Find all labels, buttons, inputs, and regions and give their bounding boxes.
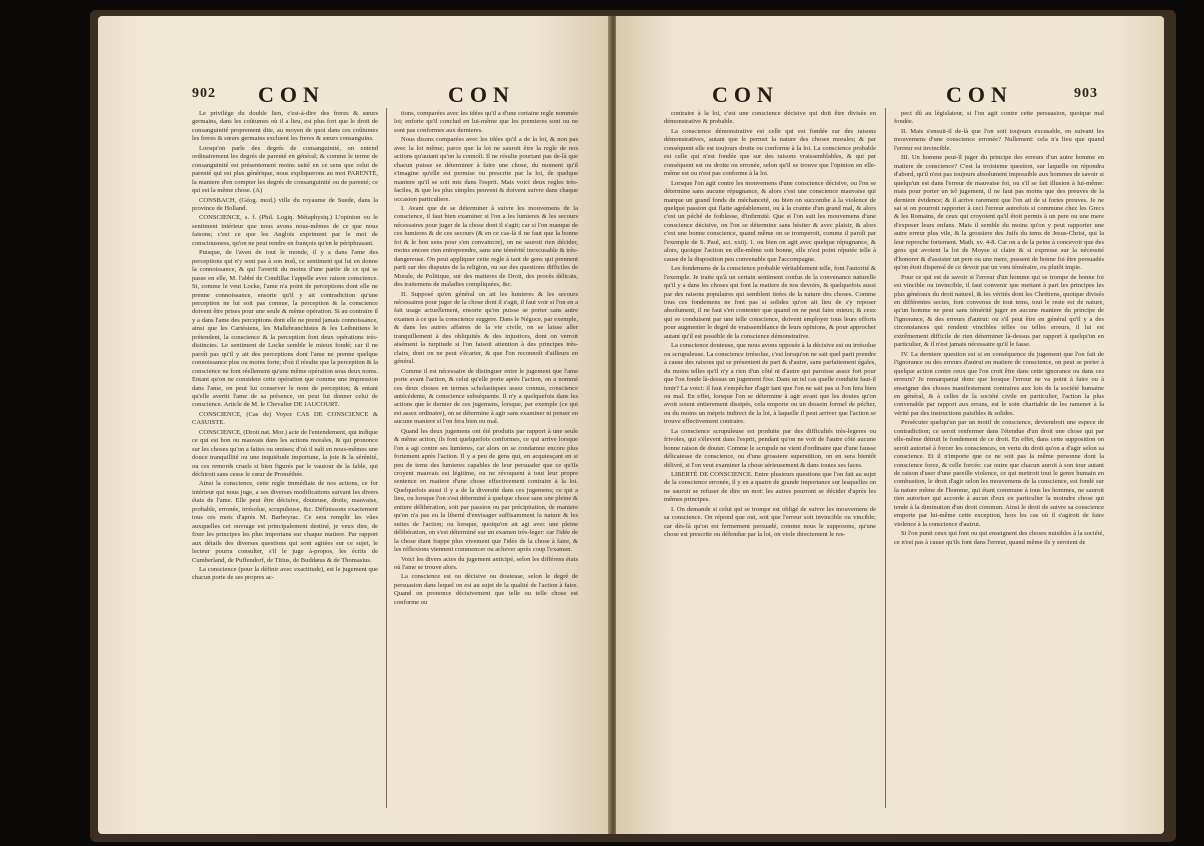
paragraph: Lorsque l'on agit contre les mouvemens d'une conscience décisive, ou l'on se détermine sans aucune répugnance, & alors c'est une conscience mauvaise qui marque un grand fonds de méchanceté, ou bien on succombe à la violence de quelque passion qui flatte agréablement, ou à la crainte d'un grand mal, & alors c'est un péché de foiblesse, d'infirmité. Que si l'on suit les mouvemens d'une conscience décisive, on l'on se détermine sans hésiter & avec plaisir, & alors c'est une bonne conscience, quand même on se tromperoit, comme il paroît par l'exemple de S. Paul, act. xxiij. 1. ou bien on agit avec quelque répugnance, & alors, quoique l'action en elle-même soit bonne, elle n'est point réputée telle à cause de la disposition peu convenable que l'accompagne. [664, 179, 876, 263]
paragraph: Nous disons comparées avec les idées qu'il a de la loi, & non pas avec la loi même; parce que la loi ne sauroit être la regle de nos actions qu'autant qu'on la connoît. Il ne résulte pourtant pas de-là que chacun puisse se déterminer à faire une chose, du moment qu'il s'imagine qu'elle est permise ou prescrite par la loi, de quelque maniere qu'il se soit mis dans l'esprit. Mais voici deux regles très-faciles, & que les plus simples peuvent & doivent suivre dans chaque occasion particuliere. [394, 136, 578, 203]
page-number: 902 [192, 86, 216, 101]
paragraph: La conscience douteuse, que nous avons opposée à la décisive est ou irrésolue ou scrupuleuse. La conscience irrésolue, c'est lorsqu'on ne sait quel parti prendre à cause des raisons qui se présentent de part & d'autre, sans parfaitement égales, du moins telles qu'il n'y a rien d'un côté ni d'autre qui paroisse assez fort pour que l'on fonde là-dessus un jugement fixe. Dans un tel cas quelle conduite faut-il tenir? La voici: il faut s'empêcher d'agir tant que l'on ne sait pas si l'on fera bien ou mal. En effet, lorsque l'on se détermine à agir avant que les doutes qu'on avoit soient entierement dissipés, cela emporte ou un dessein formel de pécher, ou du moins un mépris indirect de la loi, à laquelle il peut arriver que l'action se trouve effectivement contraire. [664, 342, 876, 426]
paragraph: CONSCIENCE, (Cas de) Voyez CAS DE CONSCIENCE & CASUISTE. [192, 410, 378, 427]
text-column-left [192, 110, 378, 814]
right-page-header [616, 82, 1164, 106]
paragraph: Puisque, de l'aveu de tout le monde, il y a dans l'ame des perceptions qui n'y sont pas à son insû, ce sentiment qui lui en donne la connoissance, & qui l'avertit du moins d'une partie de ce qui se passe en elle, M. l'abbé de Condillac l'appelle avec raison conscience. Si, comme le veut Locke, l'ame n'a point de perceptions dont elle ne prenne connoissance, ensorte qu'il y ait contradiction qu'une perception ne lui soit pas connue, la perception & la conscience doivent être prises pour une seule & même opération. Si au contraire il y a dans l'ame des perceptions dont elle ne prend jamais connoissance, ainsi que les Cartésiens, les Mallebranchistes & les Leibnitiens le prétendent, la conscience & la perception font deux opérations très-distinctes. Le sentiment de Locke semble le mieux fondé; car il ne paroît pas qu'il y ait des perceptions dont l'ame ne prenne quelque connoissance plus ou moins forte; d'où il résulte que la perception & la conscience ne font réellement qu'une même opération sous deux noms. Entant qu'on ne considere cette opération que comme une impression dans l'ame, on peut lui conserver le nom de perception; & entant qu'elle avertit l'ame de sa présence, on peut lui donner celui de conscience. Article de M. le Chevalier DE JAUCOURT. [192, 249, 378, 409]
paragraph: Voici les divers actes du jugement anticipé, selon les différens états où l'ame se trouve alors. [394, 555, 578, 572]
paragraph: contraire à la loi, c'est une conscience décisive qui doit être divisée en démonstrative & probable. [664, 110, 876, 126]
page-number: 903 [1074, 86, 1098, 101]
paragraph: Ainsi la conscience, cette regle immédiate de nos actions, ce for intérieur qui nous juge, a ses diverses modifications suivant les divers états de l'ame. Elle peut être décisive, douteuse, droite, mauvaise, probable, erronée, irrésolue, scrupuleuse, &c. Définissons exactement tous ces mots d'après M. Barbeyrac. Ce sera remplir les vûes auxquelles cet ouvrage est principalement destiné, je veux dire, de fixer les principes les plus importans sur chaque matiere. Par rapport aux détails des diverses questions qui sont agitées sur ce sujet, le lecteur pourra consulter, s'il le juge à-propos, les écrits de Cumberland, de Puffendorf, de Titius, de Buddæus & de Thomasius. [192, 480, 378, 564]
paragraph: La conscience (pour la définir avec exactitude), est le jugement que chacun porte de ses propres ac- [192, 566, 378, 582]
paragraph: Quand les deux jugemens ont été produits par rapport à une seule & même action, ils font quelquefois conformes, ce qui arrive lorsque l'on a agi contre ses lumieres, car alors on se condamne encore plus fortement après l'action. Il y a peu de gens qui, en acquiesçant en si peu de tems des lumieres capables de leur persuader que ce qu'ils croyent mauvais est légitime, ou ne révoquent à tout leur propre sentence en matiere d'une chose effectivement contraire à la loi. Quelquefois aussi il y a de la diversité dans ces jugemens; ce qui a lieu, ou lorsque l'on s'est déterminé à quelque chose sans une pleine & entiere délibération, soit par passion ou par précipitation, de maniere qu'on n'a pas eu la liberté d'envisager suffisamment la nature & les suites de l'action; ou lorsque, quoiqu'on ait agi avec une pleine délibération, on s'est déterminé sur un examen très-leger: car l'idée de la chose étant frappe plus vivement que l'idée de la chose à faire, & les réflexions viennent commencer ou achever après coup l'examen. [394, 427, 578, 554]
text-column-right [894, 110, 1104, 814]
paragraph: CONSCIENCE, s. f. (Phil. Logiq. Métaphysiq.) L'opinion ou le sentiment intérieur que nous avons nous-mêmes de ce que nous faisons; c'est ce que les Anglois expriment par le mot de consciousness, qu'on ne peut rendre en françois qu'en le périphrasant. [192, 214, 378, 247]
left-page [98, 16, 610, 834]
text-column-right [394, 110, 578, 814]
paragraph: I. On demande si celui qui se trompe est obligé de suivre les mouvemens de sa conscience. On répond que oui, soit que l'erreur soit invincible ou vincible; car dès-là qu'on est fermement persuadé, comme nous le supposons, qu'une chose est prescrite ou défendue par la loi, on viole directement le res- [664, 505, 876, 539]
paragraph: Les fondemens de la conscience probable véritablement telle, font l'autorité & l'exemple. Je traite qu'à un certain sentiment confus de la convenance naturelle qu'il y a dans les choses qui font la matiere de nos devoirs, & quelquefois aussi par des raisons populaires qui semblent tirées de la nature des choses. Comme tous ces fondemens ne font pas si solides qu'on ait lieu de s'y reposer absolument, il ne faut s'en contenter que quand on ne peut faire mieux; & ceux qui se conduisent par une telle conscience, doivent employer tous leurs efforts pour augmenter le degré de vraissemblance de leurs opinions, & pour approcher autant qu'il est possible de la conscience démonstrative. [664, 265, 876, 340]
paragraph: Pour ce qui est de savoir si l'erreur d'un homme qui se trompe de bonne foi est vincible ou invincible, il faut convenir que mettant à part les principes les plus généraux du droit naturel, & les vérités dont les Chrétiens, quoique divisés en différentes sectes, font convenus de tout tems, tout le reste est de nature, qu'un homme ne peut sans témérité juger en aucune maniere du principe de l'ignorance, & des erreurs d'autrui: ou s'il peut être en général qu'il y a des circonstances qui rendent vincibles telles ou telles erreurs, il lui est extrêmement difficile de rien déterminer là-dessus par rapport à quelqu'un en particulier, & il n'est jamais nécessaire qu'il le fasse. [894, 273, 1104, 349]
paragraph: Persécuter quelqu'un par un motif de conscience, deviendroit une espece de contradiction; ce seroit renfermer dans l'étendue d'un droit une chose qui par elle-même détruit le fondement de ce droit. En effet, dans cette supposition on seroit autorisé à forcer les consciences, en vertu du droit qu'on a d'agir selon sa conscience. Et il n'importe que ce ne soit pas la même personne dont la conscience force, & celle forcée: car outre que chacun auroit à son tour autant de raison d'user d'une pareille violence, ce qui mettroit tout le genre humain en combustion, le droit d'agir selon les mouvemens de la conscience, est fondé sur la nature même de l'homme, qui étant commune à tous les hommes, ne sauroit rien autoriser qui accorde à aucun d'eux en particulier la moindre chose qui tende à la diminution d'un droit commun. Ainsi le droit de suivre sa conscience emporte par lui-même cette exception, hors les cas où il s'agiroit de faire violence à la conscience d'autrui. [894, 419, 1104, 528]
paragraph: La conscience est ou décisive ou douteuse, selon le degré de persuasion dans lequel on est au sujet de la qualité de l'action à faire. Quand on prononce décisivement que telle ou telle chose est conforme ou [394, 573, 578, 606]
paragraph: Comme il est nécessaire de distinguer entre le jugement que l'ame porte avant l'action, & celui qu'elle porte après l'action, on a nommé ces deux choses en termes scholastiques assez connus, conscience antécédente, & conscience subséquente. Il n'y a quelquefois dans les actions que le dernier de ces jugemens, lorsque, par exemple (ce qui est assez ordinaire), on se détermine à agir sans examiner ni penser en aucune maniere si l'on fera bien ou mal. [394, 367, 578, 426]
paragraph: pect dû au législateur, si l'on agit contre cette persuasion, quoique mal fondée. [894, 110, 1104, 126]
running-head: CON [712, 82, 779, 107]
paragraph: La conscience démonstrative est celle qui est fondée sur des raisons démonstratives, autant que le permet la nature des choses morales; & par conséquent elle est toujours droite ou conforme à la loi. La conscience probable est celle qui n'est fondée que sur des raisons vraissemblables, & qui par conséquent est ou droite ou erronée, selon qu'il se trouve que l'opinion en elle-même est ou n'est pas conforme à la loi. [664, 127, 876, 178]
column-rule [885, 108, 886, 808]
paragraph: Lorsqu'on parle des degrés de consanguinité, on entend ordinairement les degrés de parenté en général; & comme le terme de consanguinité est présentement moins usité en ce sens que celui de parenté qui est plus générique, nous expliquerons au mot PARENTÉ, la maniere d'en compter les degrés de consanguinité ou de parenté; ce qui est la même chose. (A) [192, 144, 378, 195]
paragraph: Si l'on punit ceux qui font ou qui enseignent des choses nuisibles à la société, ce n'est pas à cause qu'ils font dans l'erreur, quand même ils y seroient de [894, 530, 1104, 546]
running-head: CON [258, 82, 325, 107]
paragraph: LIBERTÉ DE CONSCIENCE. Entre plusieurs questions que l'on fait au sujet de la conscience erronée, il y en a quatre de grande importance sur lesquelles on ne sauroit se refuser de dire un mot: les autres pourront se décider d'après les mêmes principes. [664, 471, 876, 504]
paragraph: IV. La derniere question est si en conséquence du jugement que l'on fait de l'ignorance ou des erreurs d'autrui en matiere de conscience, on peut se porter à quelque action contre ceux que l'on croit être dans cette ignorance ou dans ces erreurs? Je remarquerai donc que lorsque l'erreur ne va point à faire ou à enseigner des choses manifestement contraires aux lois de la société humaine en général, & à celles de la société civile en particulier, l'action la plus convenable par rapport aux errans, est le soin charitable de les ramener à la vérité par des instructions paisibles & solides. [894, 350, 1104, 417]
paragraph: I. Avant que de se déterminer à suivre les mouvemens de la conscience, il faut bien examiner si l'on a les lumieres & les secours nécessaires pour juger de la chose dont il s'agit; car si l'on manque de ces lumieres & de ces secours (& en ce cas-là il ne faut que la bonne foi & le bon sens pour s'en convaincre), on ne sauroit rien décider, moins encore rien entreprendre, sans une témérité inexcusable & très-dangereuse. On peut appliquer cette regle à tant de gens qui prennent parti sur des disputes de la religion, ou sur des questions difficiles de Morale, de Politique, sur des matieres de Droit, des procès délicats, des traitemens de maladies compliquées, &c. [394, 204, 578, 289]
paragraph: III. Un homme peut-il juger du principe des erreurs d'un autre homme en matiere de conscience? C'est la troisieme question, sur laquelle on répondra d'abord, qu'il n'est pas toujours absolument impossible aux hommes de savoir si quelqu'un est dans l'erreur de mauvaise foi, ou s'il se fait illusion à lui-même: mais pour porter un tel jugement, il ne faut pas moins que des preuves de la derniere évidence; & il arrive rarement que l'on ait de si fortes preuves. Je ne sai si on pourroit rapporter à ceci l'erreur autrefois si commune chez les Grecs & les Romains, de ceux qui croyoient qu'il étoit permis à un pere ou une mere d'exposer leurs enfans. Mais il semble du moins qu'on y peut rapporter une autre erreur plus vile, & la grossiere des Juifs du tems de Jesus-Christ, qui la leur reproche fortement. Math. xv. 4-8. Car on a de la peine à concevoir que des gens qui avoient la loi de Moyse si claire & si expresse sur la nécessité d'honorer & d'assister un pere ou une mere, pussent de bonne foi être persuadés qu'on étoit dispensé de ce devoir par un vœu téméraire, ou plutôt impie. [894, 154, 1104, 272]
paragraph: CONSCIENCE, (Droit nat. Mor.) acte de l'entendement, qui indique ce qui est bon ou mauvais dans les actions morales, & qui prononce sur les choses qu'on a faites ou omises; d'où il naît en nous-mêmes une douce tranquillité ou une inquiétude importune, la joie & la sérénité, ou ces remords cruels si bien figurés par le vautour de la fable, qui déchiroit sans cesse le cœur de Prométhée. [192, 428, 378, 479]
paragraph: La conscience scrupuleuse est produite par des difficultés très-legeres ou frivoles, qui s'élevent dans l'esprit, pendant qu'on ne voit de l'autre côté aucune bonne raison de douter. Comme le scrupule ne vient d'ordinaire que d'une fausse délicatesse de conscience, ou d'une grossiere superstition, on en sera bientôt délivré, si l'on veut examiner la chose sérieusement & dans toutes ses faces. [664, 427, 876, 469]
running-head: CON [448, 82, 515, 107]
paragraph: CONSBACH, (Géog. mod.) ville du royaume de Suede, dans la province de Holland. [192, 196, 378, 212]
left-page-header [98, 82, 610, 106]
column-rule [386, 108, 387, 808]
text-column-left [664, 110, 876, 814]
paragraph: II. Mais s'ensuit-il de-là que l'on soit toujours excusable, en suivant les mouvemens d'une conscience erronée? Nullement: cela n'a lieu que quand l'erreur est invincible. [894, 127, 1104, 152]
paragraph: tions, comparées avec les idées qu'il a d'une certaine regle nommée loi; enforte qu'il conclud en lui-même que les premieres sont ou ne sont pas conformes aux dernieres. [394, 110, 578, 134]
paragraph: II. Supposé qu'en général on ait les lumieres & les secours nécessaires pour juger de la chose dont il s'agit, il faut voir si l'on en a fait usage actuellement, ensorte qu'on puisse se porter sans autre examen à ce que la conscience suggere. Dans le Négoce, par exemple, & dans les autres affaires de la vie civile, on se laisse aller tranquillement à des obliquités & des injustices, dont on verroit aisément la turpitude si l'on faisoit attention à des principes très-clairs, dont on ne peut s'écarter, & que l'on reconnoît d'ailleurs en général. [394, 290, 578, 366]
right-page [616, 16, 1164, 834]
open-book [90, 10, 1176, 842]
running-head: CON [946, 82, 1013, 107]
paragraph: Le privilége du double lien, c'est-à-dire des freres & sœurs germains, dans les coûtumes où il a lieu, est plus fort que le droit de consanguinité proprement dite, au moyen de quoi dans ces coûtumes les freres & sœurs germains excluent les freres & sœurs consanguins. [192, 110, 378, 143]
